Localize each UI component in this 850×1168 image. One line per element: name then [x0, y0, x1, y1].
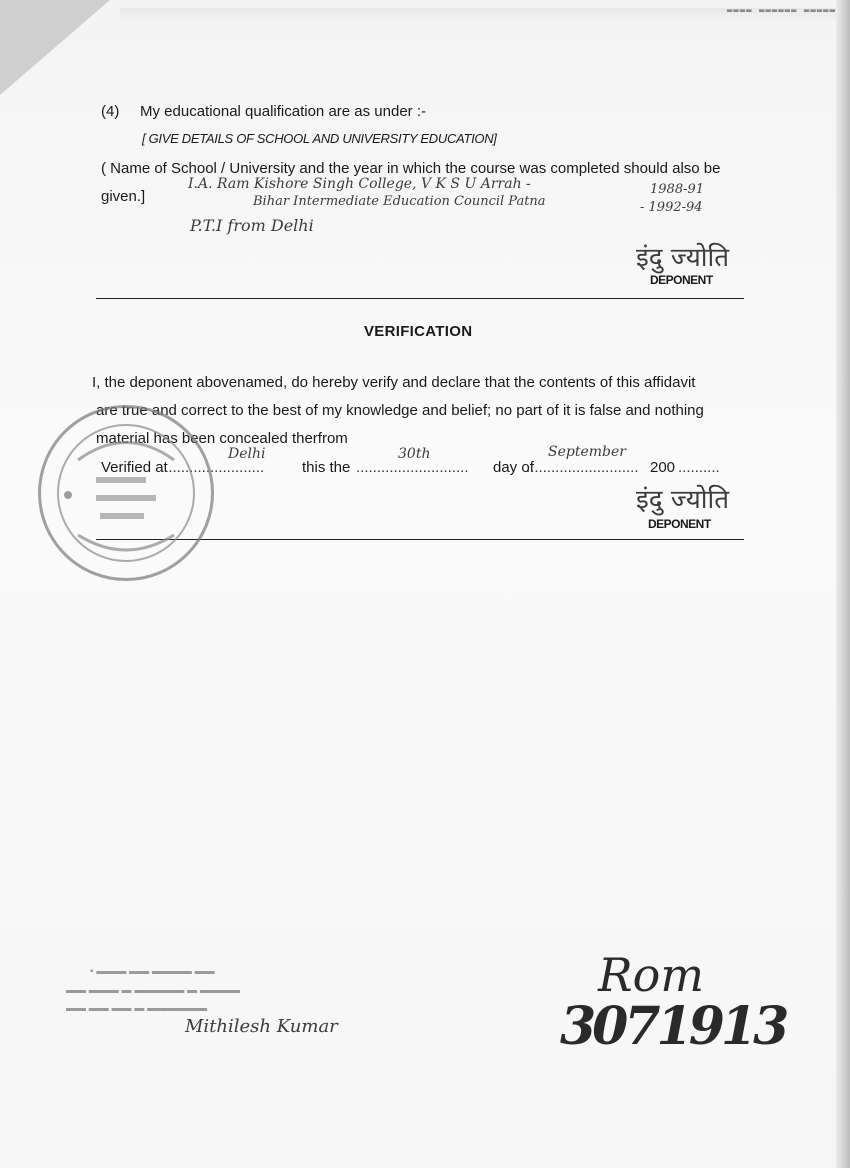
divider-rule-1: [96, 298, 744, 299]
verified-at-label: Verified at: [101, 459, 168, 476]
handwritten-month: September: [548, 444, 626, 460]
handwritten-day: 30th: [398, 446, 431, 462]
verification-para-line1: I, the deponent abovenamed, do hereby verify and declare that the contents of this affidavit: [92, 374, 696, 391]
day-of-label: day of: [493, 459, 534, 476]
verification-heading: VERIFICATION: [364, 323, 473, 340]
folded-corner: [0, 0, 110, 95]
section-note-line1: ( Name of School / University and the year in which the course was completed should also be: [101, 160, 721, 177]
section-number: (4): [101, 103, 120, 120]
advocate-signature: Mithilesh Kumar: [185, 1016, 338, 1037]
handwritten-place: Delhi: [228, 446, 266, 462]
handwritten-year-1: 1988-91: [650, 182, 705, 197]
verification-para-line2: are true and correct to the best of my knowledge and belief; no part of it is false and nothing: [96, 402, 704, 419]
section-note-line2: given.]: [101, 188, 146, 205]
place-dotted-line: .........................: [160, 459, 265, 476]
handwritten-qualification-2: Bihar Intermediate Education Council Patna: [253, 194, 546, 209]
scan-header-artifact: ▬▬▬▬ ▬▬▬▬▬▬ ▬▬▬▬▬: [726, 6, 836, 16]
oath-commissioner-stamp: [38, 405, 214, 581]
handwritten-qualification-3: P.T.I from Delhi: [190, 216, 314, 235]
month-dotted-line: ...........................: [526, 459, 639, 476]
verification-para-line3: material has been concealed therfrom: [96, 430, 348, 447]
section-title: My educational qualification are as under :-: [140, 103, 426, 120]
handwritten-qualification-1: I.A. Ram Kishore Singh College, V K S U Arrah -: [188, 176, 531, 192]
bleed-through-text-3: ▬▬ ▬▬ ▬▬ ▬ ▬▬▬▬▬▬: [66, 1003, 208, 1014]
section-instruction: [ GIVE DETAILS OF SCHOOL AND UNIVERSITY EDUCATION]: [142, 131, 497, 146]
notary-initials: Rom: [598, 948, 704, 1002]
deponent-label-2: DEPONENT: [648, 517, 711, 531]
year-dotted-line: ..........: [678, 459, 720, 476]
stamp-texture: [38, 405, 214, 581]
this-the-label: this the: [302, 459, 351, 476]
year-prefix: 200: [650, 459, 676, 476]
deponent-label-1: DEPONENT: [650, 273, 713, 287]
deponent-signature-2: इंदु ज्योति: [636, 485, 730, 515]
page-edge-shadow: [836, 0, 850, 1168]
handwritten-year-2: - 1992-94: [640, 200, 703, 215]
deponent-signature-1: इंदु ज्योति: [636, 243, 730, 273]
bleed-through-text-1: ▪ ▬▬▬ ▬▬ ▬▬▬▬ ▬▬: [90, 966, 215, 977]
day-dotted-line: ...........................: [356, 459, 469, 476]
bleed-through-text-2: ▬▬ ▬▬▬ ▬ ▬▬▬▬▬ ▬ ▬▬▬▬: [66, 985, 240, 996]
notary-register-number: 3071913: [560, 996, 786, 1057]
